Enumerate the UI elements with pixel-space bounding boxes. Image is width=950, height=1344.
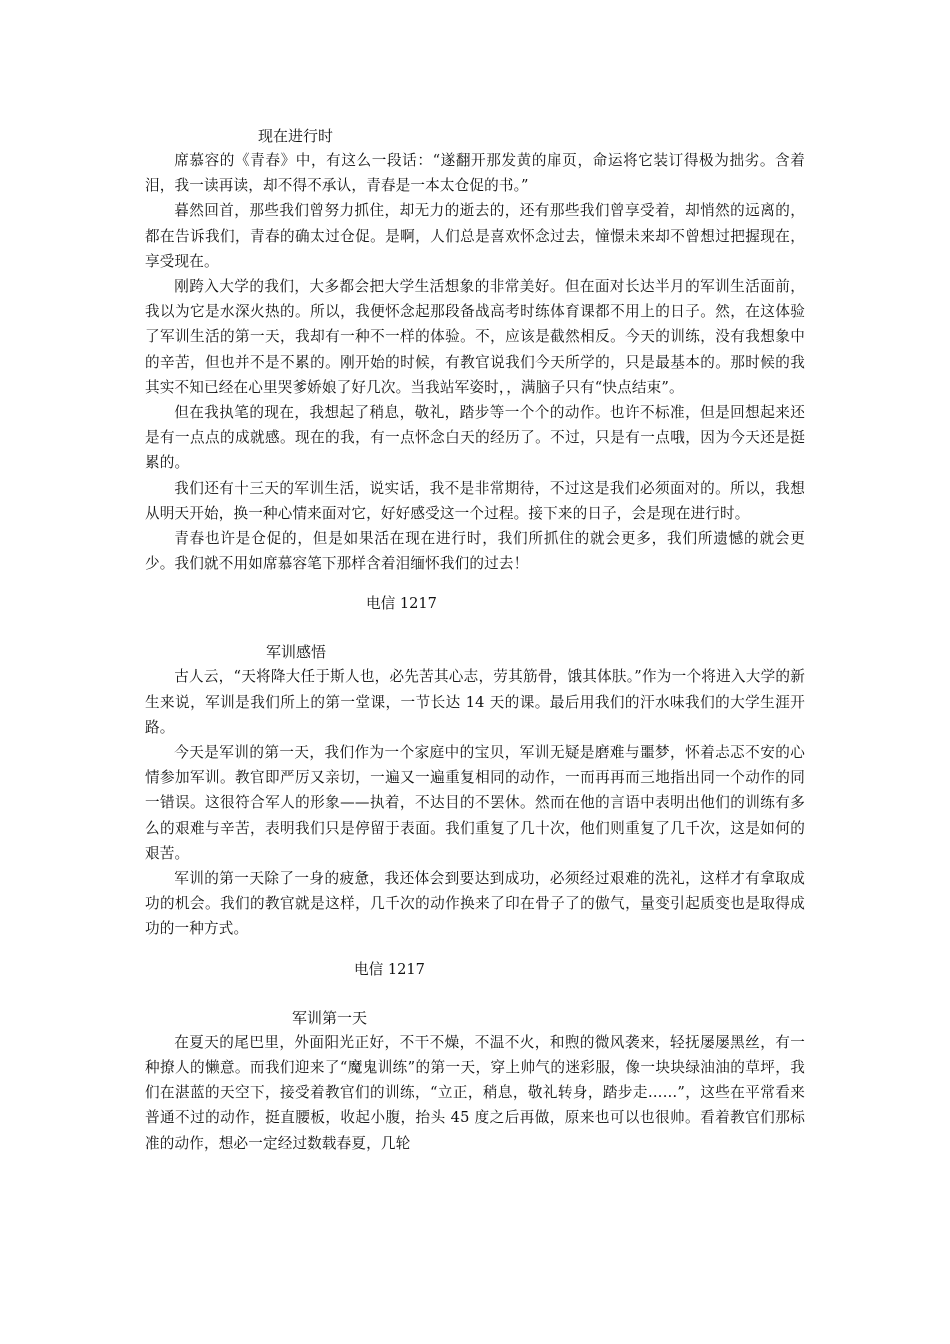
paragraph: 我们还有十三天的军训生活，说实话，我不是非常期待，不过这是我们必须面对的。所以，我想从明天开始，换一种心情来面对它，好好感受这一个过程。接下来的日子，会是现在进行时。 xyxy=(145,479,805,522)
essay-title: 军训第一天 xyxy=(292,1008,368,1027)
paragraph: 在夏天的尾巴里，外面阳光正好，不干不燥，不温不火，和煦的微风袭来，轻抚屡屡黑丝，有一种撩人的懒意。而我们迎来了“魔鬼训练”的第一天，穿上帅气的迷彩服，像一块块绿油油的草坪，我们在湛蓝的天空下，接受着教官们的训练，“立正，稍息，敬礼转身，踏步走……”，这些在平常看来普通不过的动作，挺直腰板，收起小腹，抬头 45 度之后再做，原来也可以也很帅。看着教官们那标准的动作，想必一定经过数载春夏，几轮 xyxy=(145,1033,805,1152)
paragraph: 军训的第一天除了一身的疲惫，我还体会到要达到成功，必须经过艰难的洗礼，这样才有拿取成功的机会。我们的教官就是这样，几千次的动作换来了印在骨子了的傲气，量变引起质变也是取得成功的一种方式。 xyxy=(145,870,805,938)
paragraph: 古人云，“天将降大任于斯人也，必先苦其心志，劳其筋骨，饿其体肤。”作为一个将进入大学的新生来说，军训是我们所上的第一堂课，一节长达 14 天的课。最后用我们的汗水味我们的大学生涯开路。 xyxy=(145,668,805,736)
essay-1 xyxy=(145,124,805,616)
author-signature: 电信 1217 xyxy=(354,960,425,978)
document-body xyxy=(145,124,805,1156)
essay-2 xyxy=(145,640,805,981)
essay-title: 军训感悟 xyxy=(266,643,327,662)
paragraph: 刚跨入大学的我们，大多都会把大学生活想象的非常美好。但在面对长达半月的军训生活面前，我以为它是水深火热的。所以，我便怀念起那段备战高考时练体育课都不用上的日子。然，在这体验了军训生活的第一天，我却有一种不一样的体验。不，应该是截然相反。今天的训练，没有我想象中的辛苦，但也并不是不累的。刚开始的时候，有教官说我们今天所学的，只是最基本的。那时候的我其实不知已经在心里哭爹娇娘了好几次。当我站军姿时，，满脑子只有“快点结束”。 xyxy=(145,278,805,396)
essay-title: 现在进行时 xyxy=(258,127,334,145)
paragraph: 暮然回首，那些我们曾努力抓住，却无力的逝去的，还有那些我们曾享受着，却悄然的远离的，都在告诉我们，青春的确太过仓促。是啊，人们总是喜欢怀念过去，憧憬未来却不曾想过把握现在，享受现在。 xyxy=(145,202,805,270)
paragraph: 青春也许是仓促的，但是如果活在现在进行时，我们所抓住的就会更多，我们所遗憾的就会更少。我们就不用如席慕容笔下那样含着泪缅怀我们的过去！ xyxy=(145,530,805,573)
paragraph: 今天是军训的第一天，我们作为一个家庭中的宝贝，军训无疑是磨难与噩梦，怀着忐忑不安的心情参加军训。教官即严厉又亲切，一遍又一遍重复相同的动作，一而再再而三地指出同一个动作的同一错误。这很符合军人的形象——执着，不达目的不罢休。然而在他的言语中表明出他们的训练有多么的艰难与辛苦，表明我们只是停留于表面。我们重复了几十次，他们则重复了几千次，这是如何的艰苦。 xyxy=(145,744,805,862)
paragraph: 但在我执笔的现在，我想起了稍息，敬礼，踏步等一个个的动作。也许不标准，但是回想起来还是有一点点的成就感。现在的我，有一点怀念白天的经历了。不过，只是有一点哦，因为今天还是挺累的。 xyxy=(145,404,805,472)
essay-3 xyxy=(145,1006,805,1156)
paragraph: 席慕容的《青春》中，有这么一段话：“遂翻开那发黄的扉页，命运将它装订得极为拙劣。含着泪，我一读再读，却不得不承认，青春是一本太仓促的书。” xyxy=(145,152,805,195)
author-signature: 电信 1217 xyxy=(366,595,437,613)
